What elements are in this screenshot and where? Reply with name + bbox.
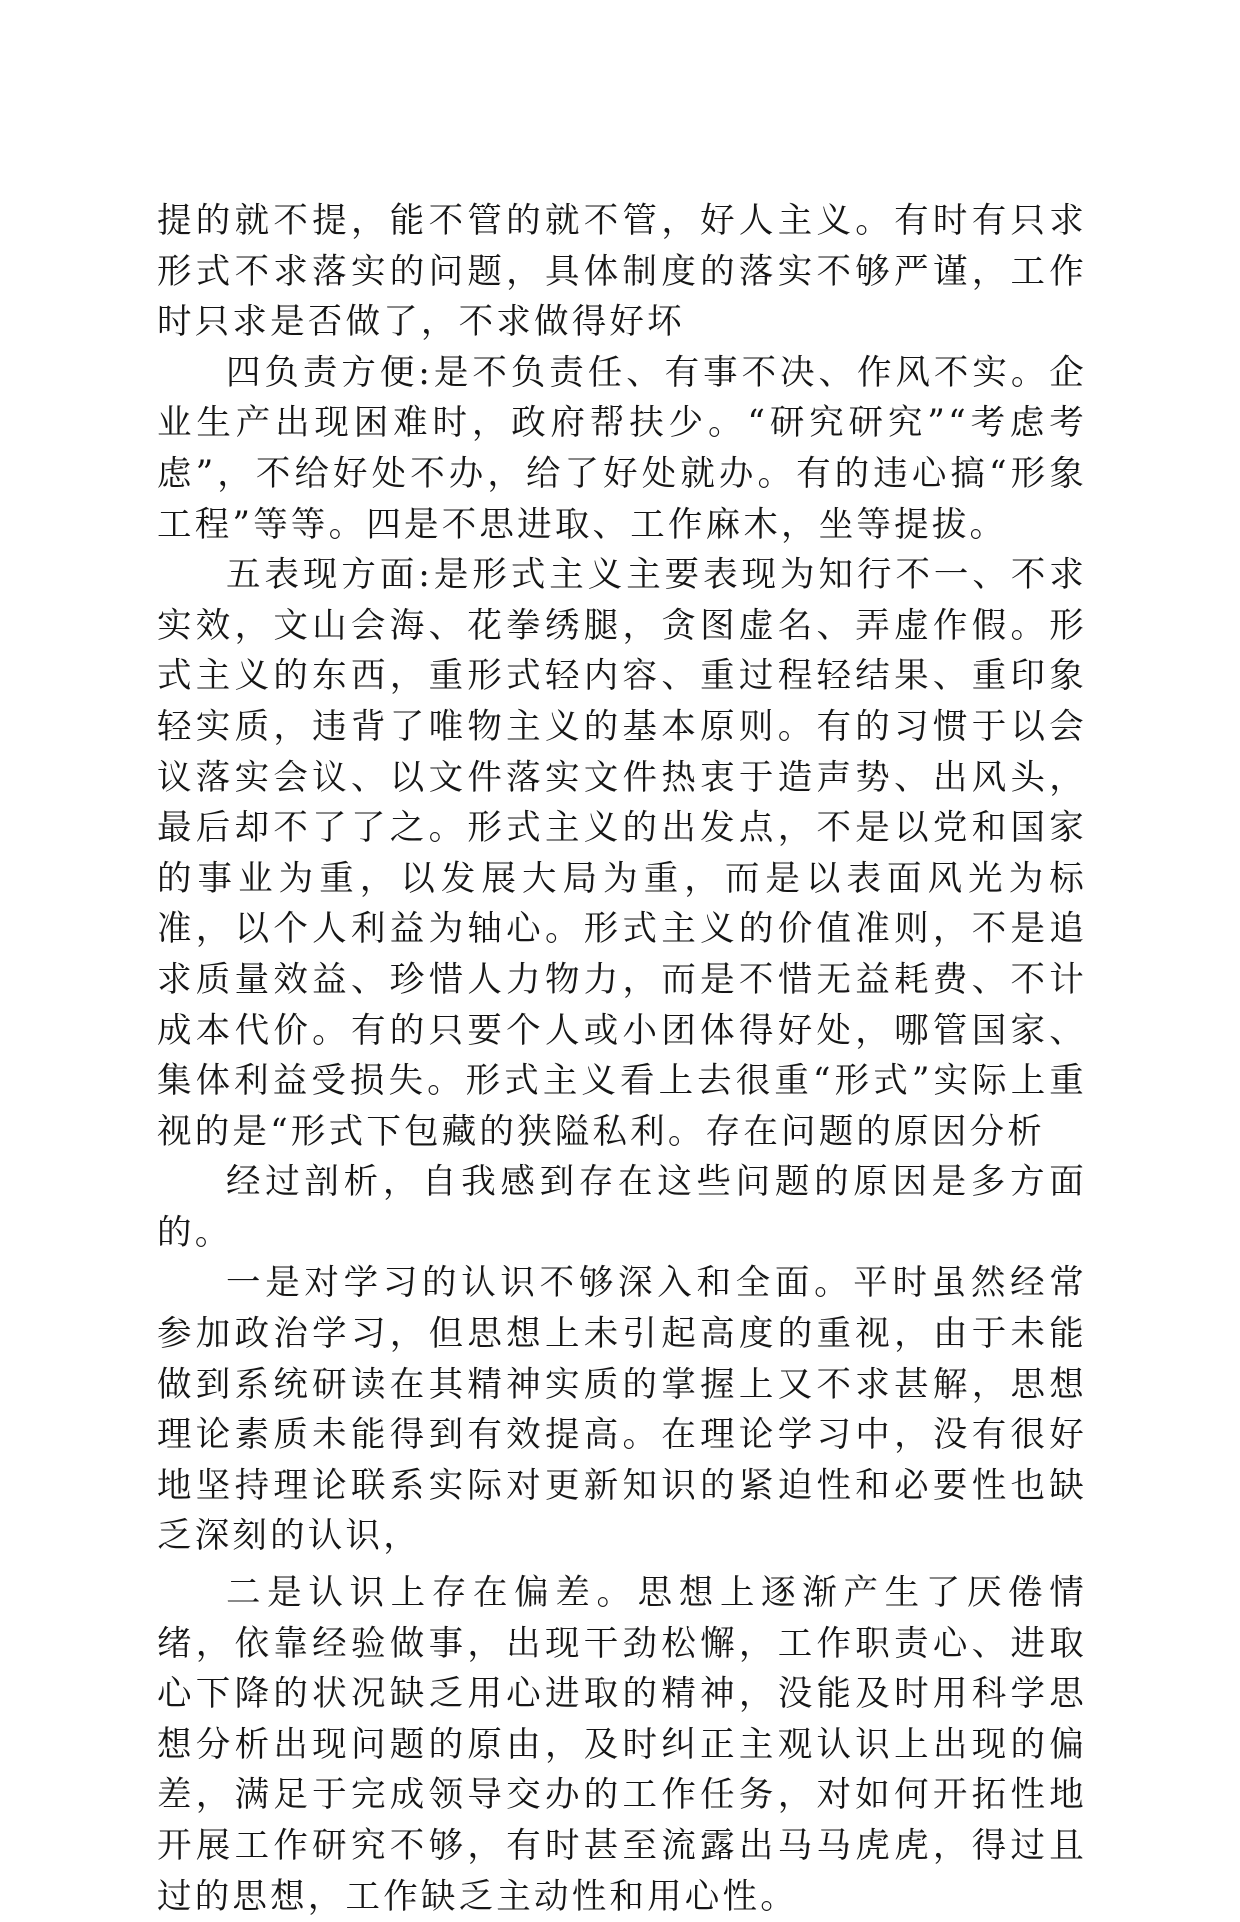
- paragraph-continuation: 提的就不提，能不管的就不管，好人主义。有时有只求形式不求落实的问题，具体制度的落实不够严谨，工作时只求是否做了，不求做得好坏: [157, 201, 1087, 343]
- document-body: [157, 196, 1087, 1922]
- paragraph-fourth-point: 四负责方便:是不负责任、有事不决、作风不实。企业生产出现困难时，政府帮扶少。“研究研究”“考虑考虑”，不给好处不办，给了好处就办。有的违心搞“形象工程”等等。四是不思进取、工作麻木，坐等提拔。: [157, 352, 1087, 545]
- paragraph-cause-two: 二是认识上存在偏差。思想上逐渐产生了厌倦情绪，依靠经验做事，出现干劲松懈，工作职责心、进取心下降的状况缺乏用心进取的精神，没能及时用科学思想分析出现问题的原由，及时纠正主观认识上出现的偏差，满足于完成领导交办的工作任务，对如何开拓性地开展工作研究不够，有时甚至流露出马马虎虎，得过且过的思想，工作缺乏主动性和用心性。: [157, 1573, 1087, 1917]
- paragraph-cause-intro: 经过剖析，自我感到存在这些问题的原因是多方面的。: [157, 1162, 1087, 1253]
- paragraph-fifth-point: 五表现方面:是形式主义主要表现为知行不一、不求实效，文山会海、花拳绣腿，贪图虚名、弄虚作假。形式主义的东西，重形式轻内容、重过程轻结果、重印象轻实质，违背了唯物主义的基本原则。有的习惯于以会议落实会议、以文件落实文件热衷于造声势、出风头，最后却不了了之。形式主义的出发点，不是以党和国家的事业为重，以发展大局为重，而是以表面风光为标准，以个人利益为轴心。形式主义的价值准则，不是追求质量效益、珍惜人力物力，而是不惜无益耗费、不计成本代价。有的只要个人或小团体得好处，哪管国家、集体利益受损失。形式主义看上去很重“形式”实际上重视的是“形式下包藏的狭隘私利。存在问题的原因分析: [157, 555, 1087, 1152]
- paragraph-cause-one: 一是对学习的认识不够深入和全面。平时虽然经常参加政治学习，但思想上未引起高度的重视，由于未能做到系统研读在其精神实质的掌握上又不求甚解，思想理论素质未能得到有效提高。在理论学习中，没有很好地坚持理论联系实际对更新知识的紧迫性和必要性也缺乏深刻的认识，: [157, 1263, 1087, 1557]
